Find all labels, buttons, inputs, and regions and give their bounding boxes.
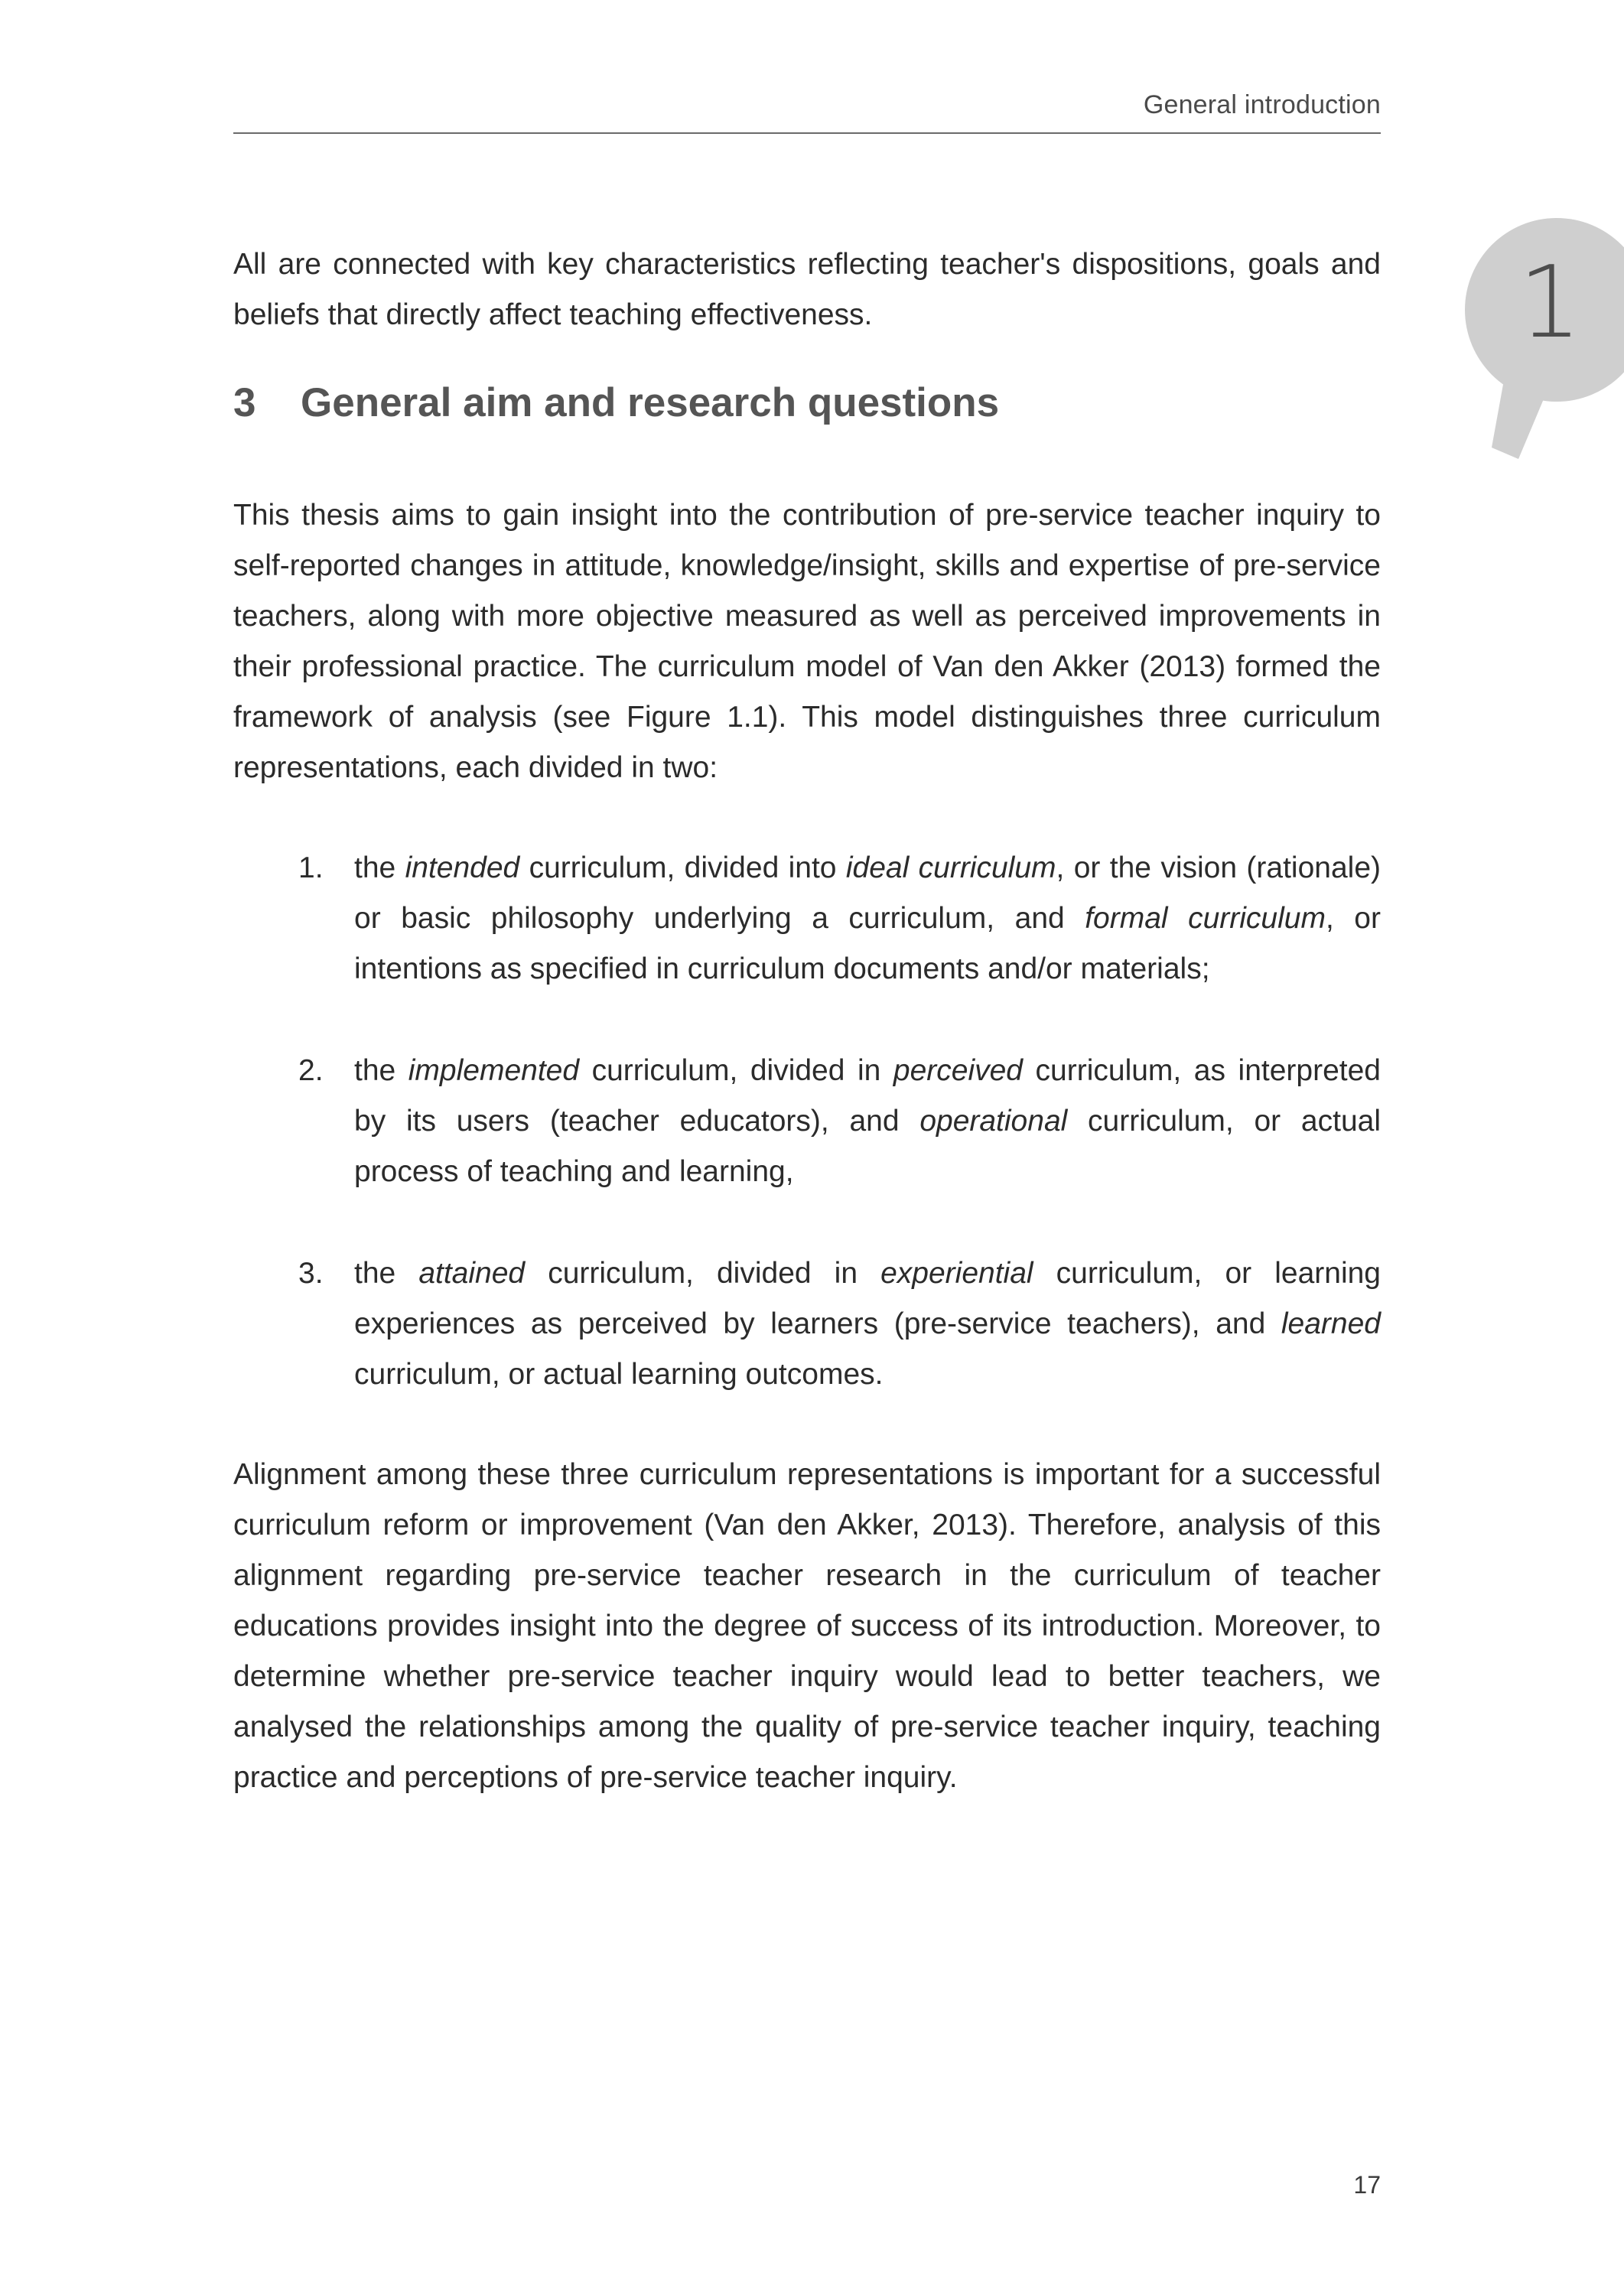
list-item-number: 1.	[298, 851, 324, 884]
list-item-text: the implemented curriculum, divided in perceived curriculum, as interpreted by its users (teacher educators), and operational curriculum, or actual process of teaching and learning,	[354, 1054, 1381, 1188]
list-item-text: the intended curriculum, divided into ideal curriculum, or the vision (rationale) or basic philosophy underlying a curriculum, and formal curriculum, or intentions as specified in curriculum documents and/or materials;	[354, 851, 1381, 985]
running-header: General introduction	[1143, 90, 1381, 119]
page-number: 17	[1353, 2171, 1381, 2199]
section-heading	[233, 379, 1381, 426]
list-item-number: 2.	[298, 1054, 324, 1087]
list-item-number: 3.	[298, 1257, 324, 1290]
section-title: General aim and research questions	[301, 380, 1000, 425]
chapter-number: 1	[1518, 244, 1582, 360]
list-item-text: the attained curriculum, divided in experiential curriculum, or learning experiences as perceived by learners (pre-service teachers), and learned curriculum, or actual learning outcomes.	[354, 1257, 1381, 1391]
intro-paragraph: All are connected with key characteristics reflecting teacher's dispositions, goals and beliefs that directly affect teaching effectiveness.	[233, 248, 1381, 331]
alignment-paragraph: Alignment among these three curriculum representations is important for a successful curriculum reform or improvement (Van den Akker, 2013). Therefore, analysis of this alignment regarding pre-service teacher research in the curriculum of teacher educations provides insight into the degree of success of its introduction. Moreover, to determine whether pre-service teacher inquiry would lead to better teachers, we analysed the relationships among the quality of pre-service teacher inquiry, teaching practice and perceptions of pre-service teacher inquiry.	[233, 1458, 1381, 1794]
section-number: 3	[233, 380, 256, 425]
header-rule	[233, 132, 1381, 134]
aim-paragraph: This thesis aims to gain insight into the contribution of pre-service teacher inquiry to self-reported changes in attitude, knowledge/insight, skills and expertise of pre-service teachers, along with more objective measured as well as perceived improvements in their professional practice. The curriculum model of Van den Akker (2013) formed the framework of analysis (see Figure 1.1). This model distinguishes three curriculum representations, each divided in two:	[233, 499, 1381, 784]
